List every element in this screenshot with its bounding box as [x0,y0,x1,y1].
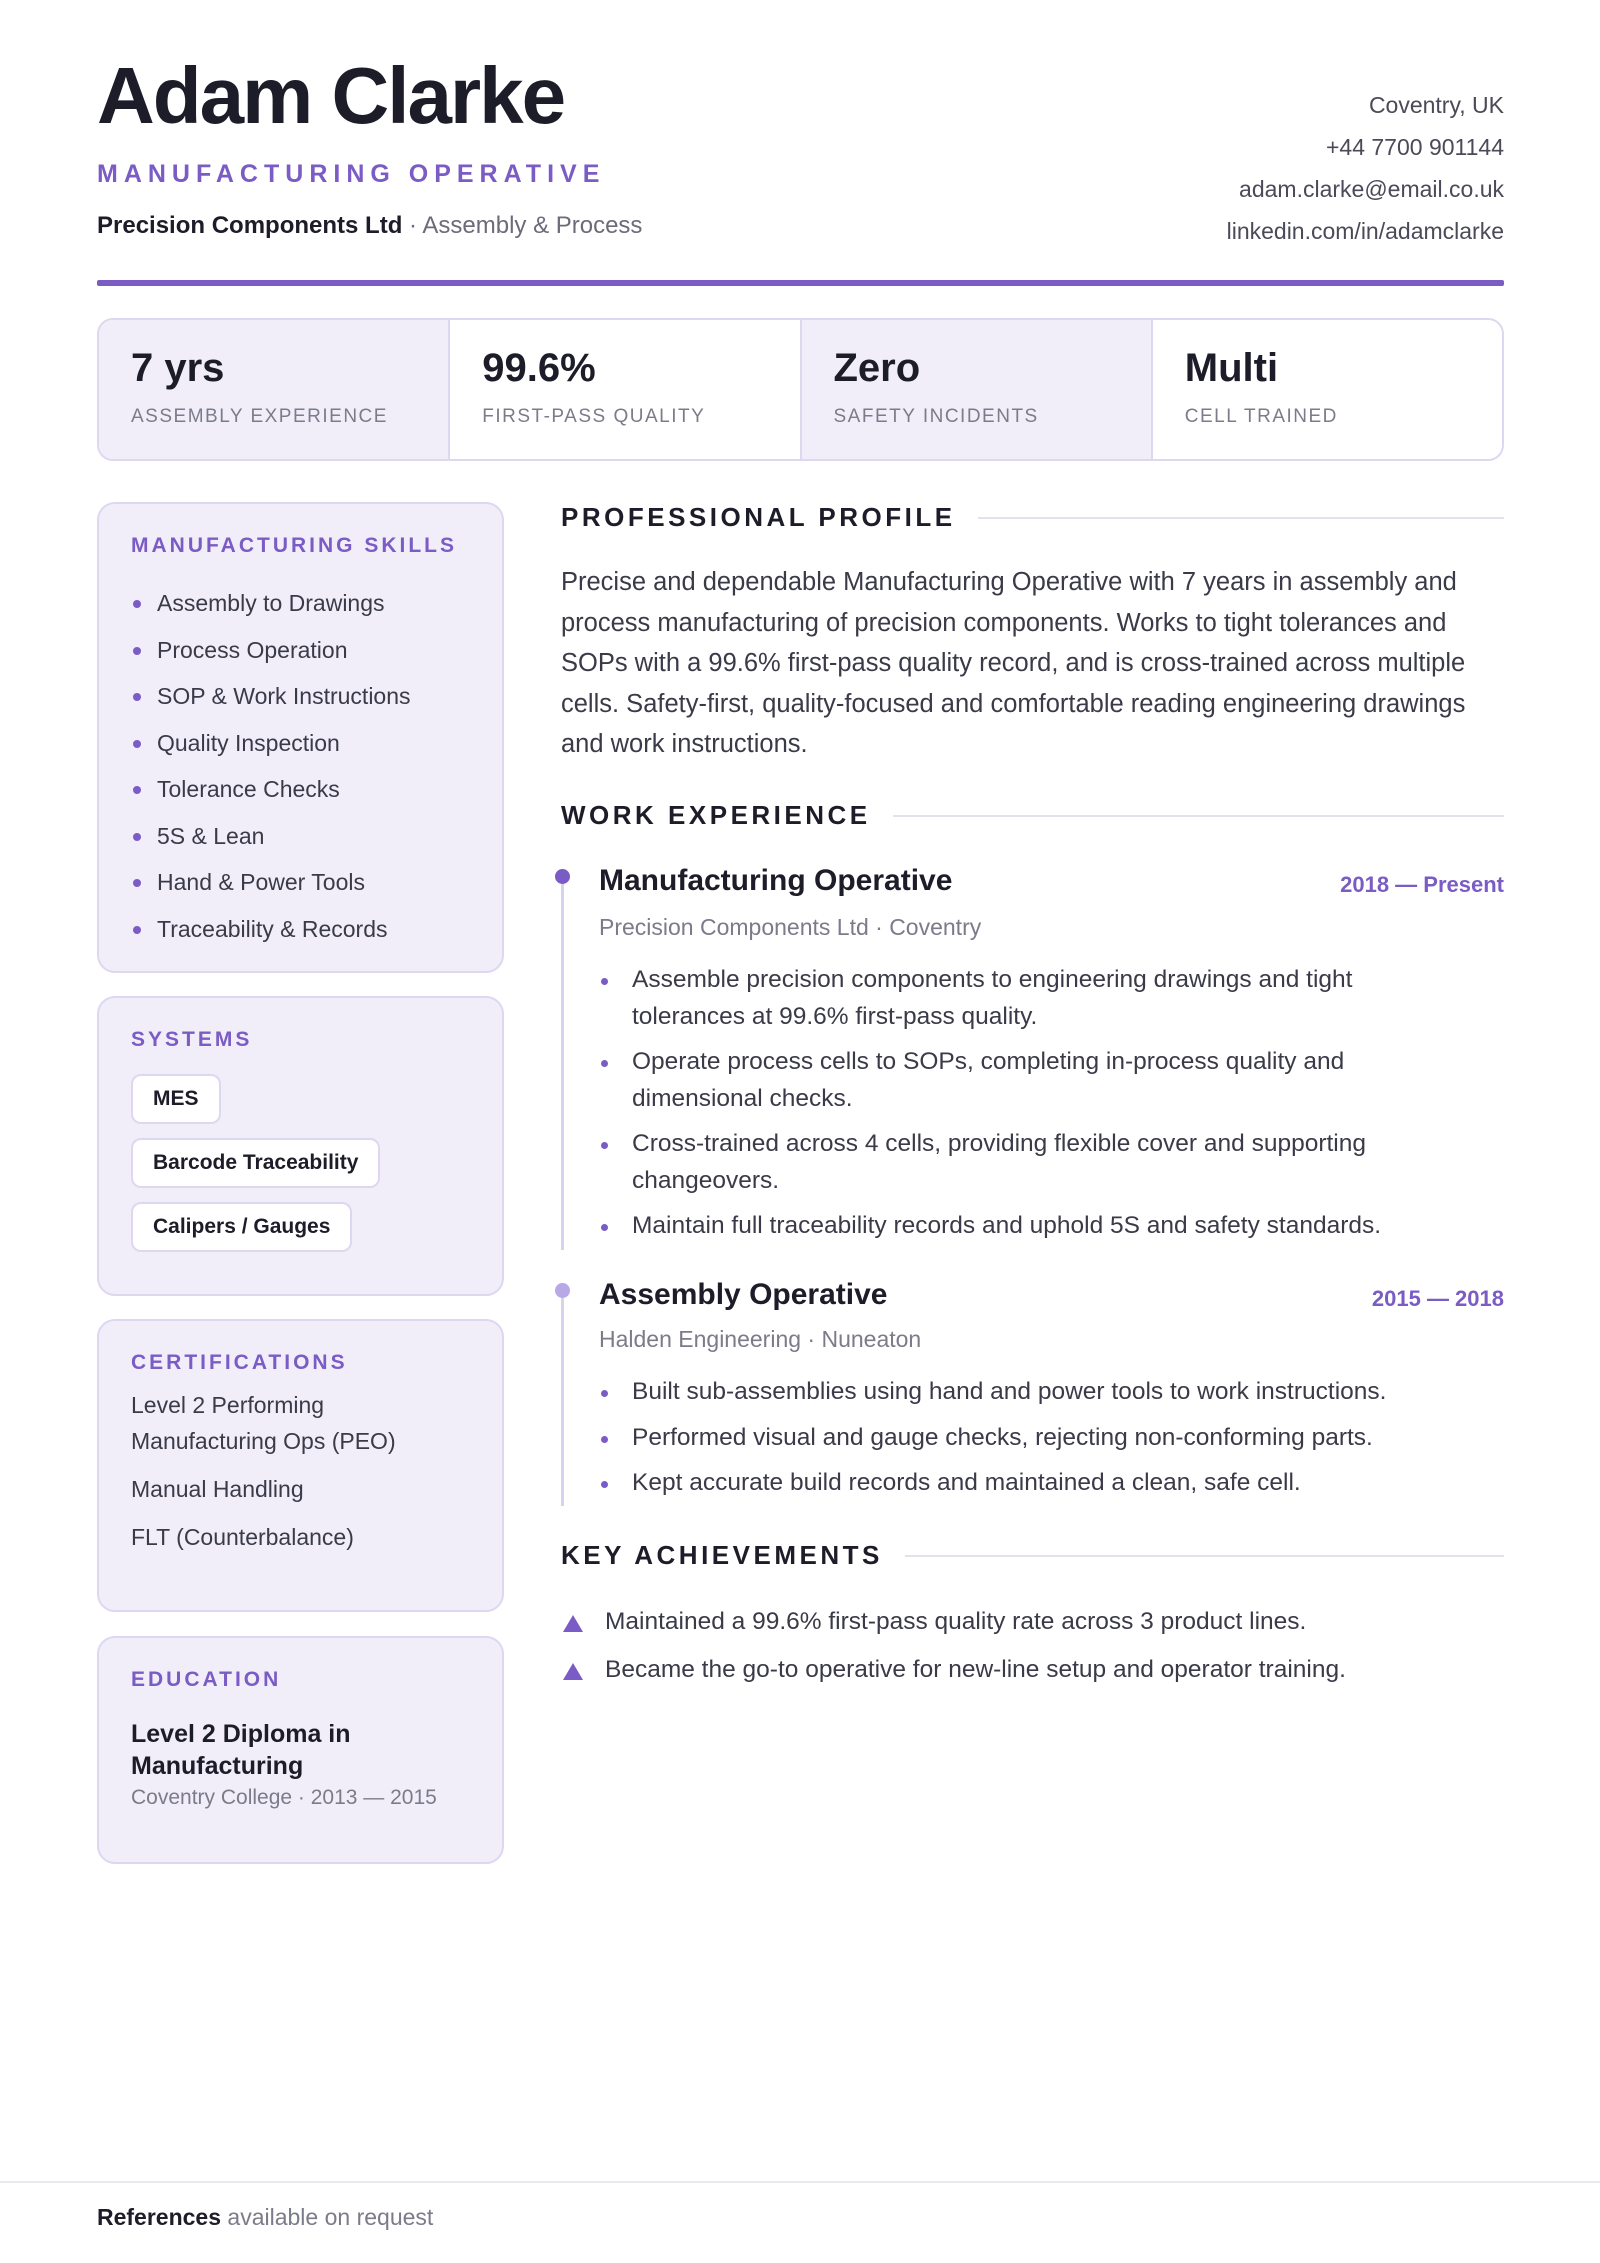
certifications-card [97,1319,504,1612]
employer-name: Precision Components Ltd [97,212,403,239]
triangle-up-icon [563,1615,583,1632]
list-item: Process Operation [131,627,470,674]
heading-rule [905,1555,1504,1557]
stat-label: CELL TRAINED [1184,406,1338,427]
experience-title: WORK EXPERIENCE [561,800,871,830]
experience-heading [561,800,1504,831]
achievements-list [561,1598,1504,1694]
footer [97,2204,433,2231]
list-item: SOP & Work Instructions [131,673,470,720]
education-qualification: Level 2 Diploma in Manufacturing [131,1720,351,1780]
contact-email[interactable]: adam.clarke@email.co.uk [1239,176,1504,202]
systems-card [97,996,504,1296]
footer-divider [0,2181,1600,2183]
achievements-heading [561,1540,1504,1571]
system-chip: Calipers / Gauges [131,1202,352,1252]
list-item: Tolerance Checks [131,766,470,813]
stat-label: SAFETY INCIDENTS [833,406,1039,427]
certifications-title: CERTIFICATIONS [131,1351,348,1374]
candidate-name: Adam Clarke [97,51,565,140]
job-title: Assembly Operative [599,1278,888,1311]
footer-label: References [97,2204,222,2230]
job-company: Precision Components Ltd · Coventry [599,914,982,940]
stat-quality [450,320,801,459]
header-divider [97,280,1504,286]
job-dates: 2015 — 2018 [1371,1286,1504,1311]
list-item: Maintain full traceability records and uphold 5S and safety standards. [599,1208,1459,1245]
system-chip: MES [131,1074,221,1124]
list-item: Performed visual and gauge checks, rejecting non-conforming parts. [599,1420,1459,1457]
footer-text: available on request [227,2204,434,2230]
stat-experience [99,320,450,459]
timeline-line [561,876,564,1250]
skills-list [131,580,470,952]
stat-label: FIRST-PASS QUALITY [482,406,706,427]
list-item: Kept accurate build records and maintained a clean, safe cell. [599,1465,1459,1502]
stats-bar [97,318,1504,461]
employer-department: · Assembly & Process [409,212,643,239]
triangle-up-icon [563,1663,583,1680]
stat-safety [802,320,1153,459]
current-employer [97,212,642,240]
system-chip: Barcode Traceability [131,1138,380,1188]
systems-title: SYSTEMS [131,1028,253,1051]
list-item: 5S & Lean [131,813,470,860]
timeline-dot [555,1283,570,1298]
list-item: Cross-trained across 4 cells, providing flexible cover and supporting changeovers. [599,1126,1459,1199]
stat-value: 7 yrs [131,346,225,390]
list-item [561,1598,1504,1646]
contact-location: Coventry, UK [1368,92,1504,118]
list-item: Assembly to Drawings [131,580,470,627]
list-item: Traceability & Records [131,906,470,953]
job-bullets [599,962,1459,1254]
systems-chips [131,1074,470,1252]
timeline-line [561,1290,564,1506]
stat-label: ASSEMBLY EXPERIENCE [131,406,388,427]
timeline-dot [555,869,570,884]
profile-title: PROFESSIONAL PROFILE [561,502,956,532]
profile-text: Precise and dependable Manufacturing Operative with 7 years in assembly and process manufacturing of precision components. Works to tight tolerances and SOPs with a 99.6% first-pass quality record, and is cross-trained across multiple cells. Safety-first, quality-focused and comfortable reading engineering drawings and work instructions. [561,568,1466,758]
education-details: Coventry College · 2013 — 2015 [131,1786,437,1809]
certification-item: Level 2 Performing Manufacturing Ops (PEO) [131,1392,396,1454]
list-item [561,1646,1504,1694]
job-bullets [599,1374,1459,1511]
contact-block [1227,84,1504,252]
profile-heading [561,502,1504,533]
education-card [97,1636,504,1864]
contact-phone[interactable]: +44 7700 901144 [1325,134,1504,160]
list-item: Quality Inspection [131,720,470,767]
achievement-text: Became the go-to operative for new-line setup and operator training. [605,1656,1346,1683]
job-title: Manufacturing Operative [599,864,953,897]
stat-cells [1153,320,1502,459]
education-title: EDUCATION [131,1668,282,1691]
certification-item: FLT (Counterbalance) [131,1524,354,1550]
skills-card [97,502,504,973]
job-role: MANUFACTURING OPERATIVE [97,160,606,188]
certification-item: Manual Handling [131,1476,304,1502]
list-item: Operate process cells to SOPs, completing in-process quality and dimensional checks. [599,1044,1459,1117]
contact-linkedin[interactable]: linkedin.com/in/adamclarke [1226,218,1504,244]
achievement-text: Maintained a 99.6% first-pass quality rate across 3 product lines. [605,1608,1307,1635]
skills-title: MANUFACTURING SKILLS [131,534,457,557]
achievements-title: KEY ACHIEVEMENTS [561,1540,883,1570]
list-item: Hand & Power Tools [131,859,470,906]
job-company: Halden Engineering · Nuneaton [599,1326,922,1352]
heading-rule [978,517,1504,519]
list-item: Assemble precision components to engineering drawings and tight tolerances at 99.6% first-pass quality. [599,962,1459,1035]
stat-value: 99.6% [482,346,596,390]
job-dates: 2018 — Present [1340,872,1504,897]
list-item: Built sub-assemblies using hand and power tools to work instructions. [599,1374,1459,1411]
heading-rule [893,815,1504,817]
resume-page [97,0,1504,2263]
stat-value: Multi [1184,346,1279,390]
stat-value: Zero [833,346,921,390]
